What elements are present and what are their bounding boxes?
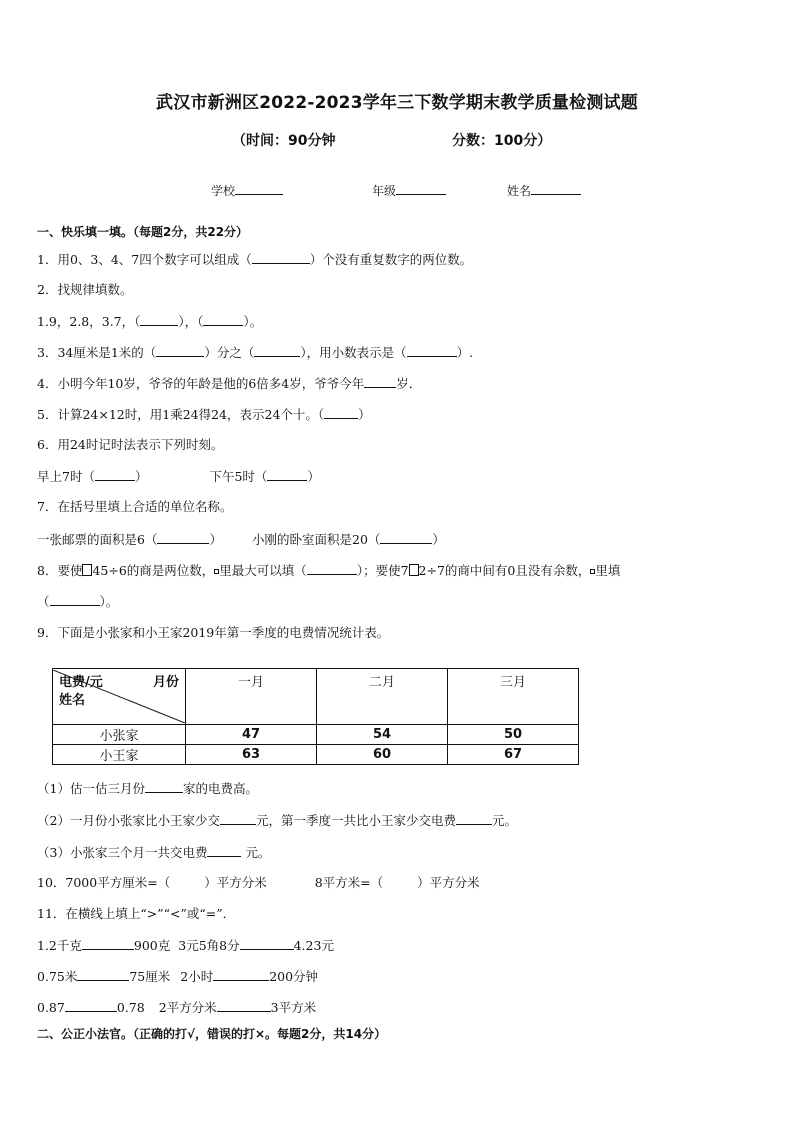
name-field: 姓名 xyxy=(507,182,581,199)
section-2-heading: 二、公正小法官。（正确的打√，错误的打×。每题2分，共14分） xyxy=(37,1027,387,1041)
answer-blank[interactable] xyxy=(252,251,310,264)
table-header-row xyxy=(53,669,579,725)
table-corner-cell xyxy=(53,669,186,725)
answer-blank[interactable] xyxy=(407,344,457,357)
question-2-sequence: 1.9，2.8，3.7，（ ），（ ）。 xyxy=(37,314,263,329)
question-9-3: （3）小张家三个月一共交电费 元。 xyxy=(37,845,271,860)
answer-blank[interactable] xyxy=(156,344,204,357)
answer-blank[interactable] xyxy=(203,313,243,326)
exam-time: （时间：90分钟 xyxy=(232,133,336,149)
grade-blank[interactable] xyxy=(396,182,446,195)
answer-blank[interactable] xyxy=(82,937,134,950)
table-cell: 67 xyxy=(448,745,579,765)
table-row-name: 小王家 xyxy=(53,745,186,765)
school-blank[interactable] xyxy=(235,182,283,195)
digit-box[interactable] xyxy=(409,564,419,576)
answer-blank[interactable] xyxy=(157,531,209,544)
answer-blank[interactable] xyxy=(207,844,241,857)
question-3: 3．34厘米是1米的（ ）分之（ ），用小数表示是（ ）. xyxy=(37,345,474,360)
answer-blank[interactable] xyxy=(240,937,294,950)
table-cell: 54 xyxy=(317,725,448,745)
table-column-header: 一月 xyxy=(186,669,317,725)
answer-blank[interactable] xyxy=(456,812,492,825)
question-6-sub: 早上7时（ ） 下午5时（ ） xyxy=(37,469,320,484)
answer-blank[interactable] xyxy=(307,562,357,575)
question-11-row-1: 1.2千克 900克 3元5角8分 4.23元 xyxy=(37,938,334,953)
table-cell: 47 xyxy=(186,725,317,745)
digit-box[interactable] xyxy=(82,564,92,576)
table-row xyxy=(53,745,579,765)
answer-blank[interactable] xyxy=(267,468,307,481)
question-9-2: （2）一月份小张家比小王家少交 元，第一季度一共比小王家少交电费 元。 xyxy=(37,813,517,828)
answer-blank[interactable] xyxy=(220,812,256,825)
table-row-name: 小张家 xyxy=(53,725,186,745)
question-11-row-2: 0.75米 75厘米 2小时 200分钟 xyxy=(37,969,319,984)
answer-blank[interactable] xyxy=(77,968,129,981)
answer-blank[interactable] xyxy=(324,406,358,419)
grade-field: 年级 xyxy=(372,182,446,199)
electricity-fee-table xyxy=(52,668,579,765)
answer-blank[interactable] xyxy=(254,344,300,357)
answer-blank[interactable] xyxy=(380,531,432,544)
question-11: 11．在横线上填上“>”“<”或“=”． xyxy=(37,906,236,921)
answer-blank[interactable] xyxy=(95,468,135,481)
question-9: 9．下面是小张家和小王家2019年第一季度的电费情况统计表。 xyxy=(37,625,390,640)
answer-blank[interactable] xyxy=(65,999,117,1012)
question-8: 8．要使 45÷6的商是两位数， 里最大可以填（ ）；要使7 2÷7的商中间有0且没有余数， 里填 xyxy=(37,563,621,578)
section-1-heading: 一、快乐填一填。（每题2分，共22分） xyxy=(37,225,249,239)
answer-blank[interactable] xyxy=(145,780,183,793)
school-field: 学校 xyxy=(211,182,283,199)
question-8-continued: （ ）。 xyxy=(37,594,119,609)
table-row xyxy=(53,725,579,745)
page-title: 武汉市新洲区2022-2023学年三下数学期末教学质量检测试题 xyxy=(156,93,638,113)
answer-blank[interactable] xyxy=(217,999,271,1012)
question-11-row-3: 0.87 0.78 2平方分米 3平方米 xyxy=(37,1000,317,1015)
table-cell: 50 xyxy=(448,725,579,745)
question-9-1: （1）估一估三月份 家的电费高。 xyxy=(37,781,258,796)
answer-blank[interactable] xyxy=(364,375,396,388)
answer-blank[interactable] xyxy=(213,968,269,981)
question-7: 7．在括号里填上合适的单位名称。 xyxy=(37,499,233,514)
answer-blank[interactable] xyxy=(140,313,178,326)
name-blank[interactable] xyxy=(531,182,581,195)
table-cell: 63 xyxy=(186,745,317,765)
question-1: 1．用0、3、4、7四个数字可以组成（ ）个没有重复数字的两位数。 xyxy=(37,252,473,267)
corner-month-label: 月份 xyxy=(152,675,179,690)
question-10: 10．7000平方厘米=（ ）平方分米 8平方米=（ ）平方分米 xyxy=(37,875,480,890)
question-4: 4．小明今年10岁，爷爷的年龄是他的6倍多4岁，爷爷今年 岁． xyxy=(37,376,422,391)
corner-name-label: 姓名 xyxy=(59,693,86,708)
table-cell: 60 xyxy=(317,745,448,765)
exam-score: 分数：100分） xyxy=(452,133,552,149)
table-column-header: 三月 xyxy=(448,669,579,725)
table-column-header: 二月 xyxy=(317,669,448,725)
question-2: 2．找规律填数。 xyxy=(37,282,133,297)
question-6: 6．用24时记时法表示下列时刻。 xyxy=(37,437,224,452)
question-7-sub: 一张邮票的面积是6（ ） 小刚的卧室面积是20（ ） xyxy=(37,532,445,547)
answer-blank[interactable] xyxy=(50,593,100,606)
question-5: 5．计算24×12时，用1乘24得24，表示24个十。（ ） xyxy=(37,407,371,422)
corner-fee-label: 电费/元 xyxy=(59,675,103,690)
